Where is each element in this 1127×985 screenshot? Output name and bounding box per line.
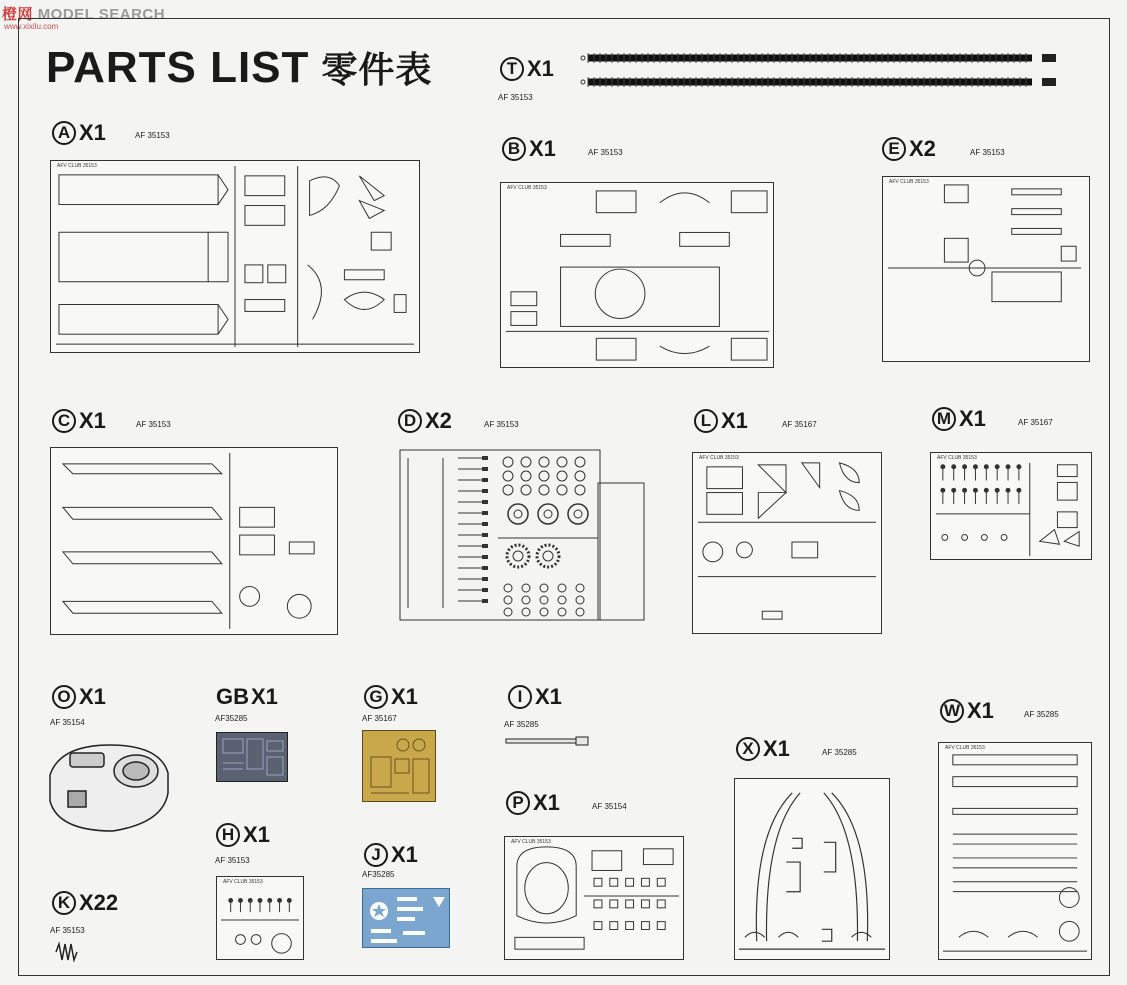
sprue-M [930, 452, 1092, 560]
sprue-tag: AFV CLUB 35153 [945, 745, 985, 751]
decal-sheet-J-image [362, 888, 450, 948]
sprue-tag: AFV CLUB 35153 [511, 839, 551, 845]
part-code-P: AF 35154 [592, 802, 627, 811]
sprue-tag: AFV CLUB 35153 [889, 179, 929, 185]
sprue-D [398, 448, 648, 623]
part-label-C: C X1 [52, 408, 106, 434]
part-code-H: AF 35153 [215, 856, 250, 865]
sprue-E [882, 176, 1090, 362]
part-label-W: W X1 [940, 698, 994, 724]
sprue-tag: AFV CLUB 35153 [937, 455, 977, 461]
sprue-tag: AFV CLUB 35153 [507, 185, 547, 191]
turret-image [44, 735, 172, 835]
sprue-tag: AFV CLUB 35153 [699, 455, 739, 461]
part-label-B: B X1 [502, 136, 556, 162]
part-label-E: E X2 [882, 136, 936, 162]
sprue-L [692, 452, 882, 634]
sprue-tag: AFV CLUB 35153 [57, 163, 97, 169]
sprue-A [50, 160, 420, 353]
sprue-W [938, 742, 1092, 960]
part-code-B: AF 35153 [588, 148, 623, 157]
part-code-L: AF 35167 [782, 420, 817, 429]
part-code-M: AF 35167 [1018, 418, 1053, 427]
part-code-J: AF35285 [362, 870, 395, 879]
part-code-I: AF 35285 [504, 720, 539, 729]
part-label-GB: GB X1 [216, 684, 278, 709]
part-label-T: T X1 [500, 56, 554, 82]
part-label-J: J X1 [364, 842, 418, 868]
part-code-X: AF 35285 [822, 748, 857, 757]
part-code-C: AF 35153 [136, 420, 171, 429]
sprue-B [500, 182, 774, 368]
part-label-I: I X1 [508, 684, 562, 710]
part-code-A: AF 35153 [135, 131, 170, 140]
page-title: PARTS LIST 零件表 [46, 43, 433, 92]
part-code-O: AF 35154 [50, 718, 85, 727]
track-links-image [580, 50, 1070, 100]
photo-etch-GB-image [216, 732, 288, 782]
part-code-T: AF 35153 [498, 93, 533, 102]
part-label-D: D X2 [398, 408, 452, 434]
sprue-tag: AFV CLUB 35153 [223, 879, 263, 885]
part-code-W: AF 35285 [1024, 710, 1059, 719]
watermark: 橙网 MODEL SEARCH [2, 6, 166, 23]
watermark-url: www.xixilu.com [4, 22, 59, 31]
part-label-H: H X1 [216, 822, 270, 848]
part-label-X: X X1 [736, 736, 790, 762]
part-code-GB: AF35285 [215, 714, 248, 723]
sprue-P [504, 836, 684, 960]
part-code-K: AF 35153 [50, 926, 85, 935]
part-code-E: AF 35153 [970, 148, 1005, 157]
part-label-P: P X1 [506, 790, 560, 816]
gun-barrel-image [504, 734, 590, 748]
sprue-C [50, 447, 338, 635]
spring-image [52, 940, 82, 964]
part-label-O: O X1 [52, 684, 106, 710]
part-label-G: G X1 [364, 684, 418, 710]
sprue-X [734, 778, 890, 960]
sprue-H [216, 876, 304, 960]
part-code-D: AF 35153 [484, 420, 519, 429]
part-label-K: K X22 [52, 890, 118, 916]
part-label-L: L X1 [694, 408, 748, 434]
photo-etch-G-image [362, 730, 436, 802]
part-code-G: AF 35167 [362, 714, 397, 723]
part-label-A: A X1 [52, 120, 106, 146]
part-label-M: M X1 [932, 406, 986, 432]
